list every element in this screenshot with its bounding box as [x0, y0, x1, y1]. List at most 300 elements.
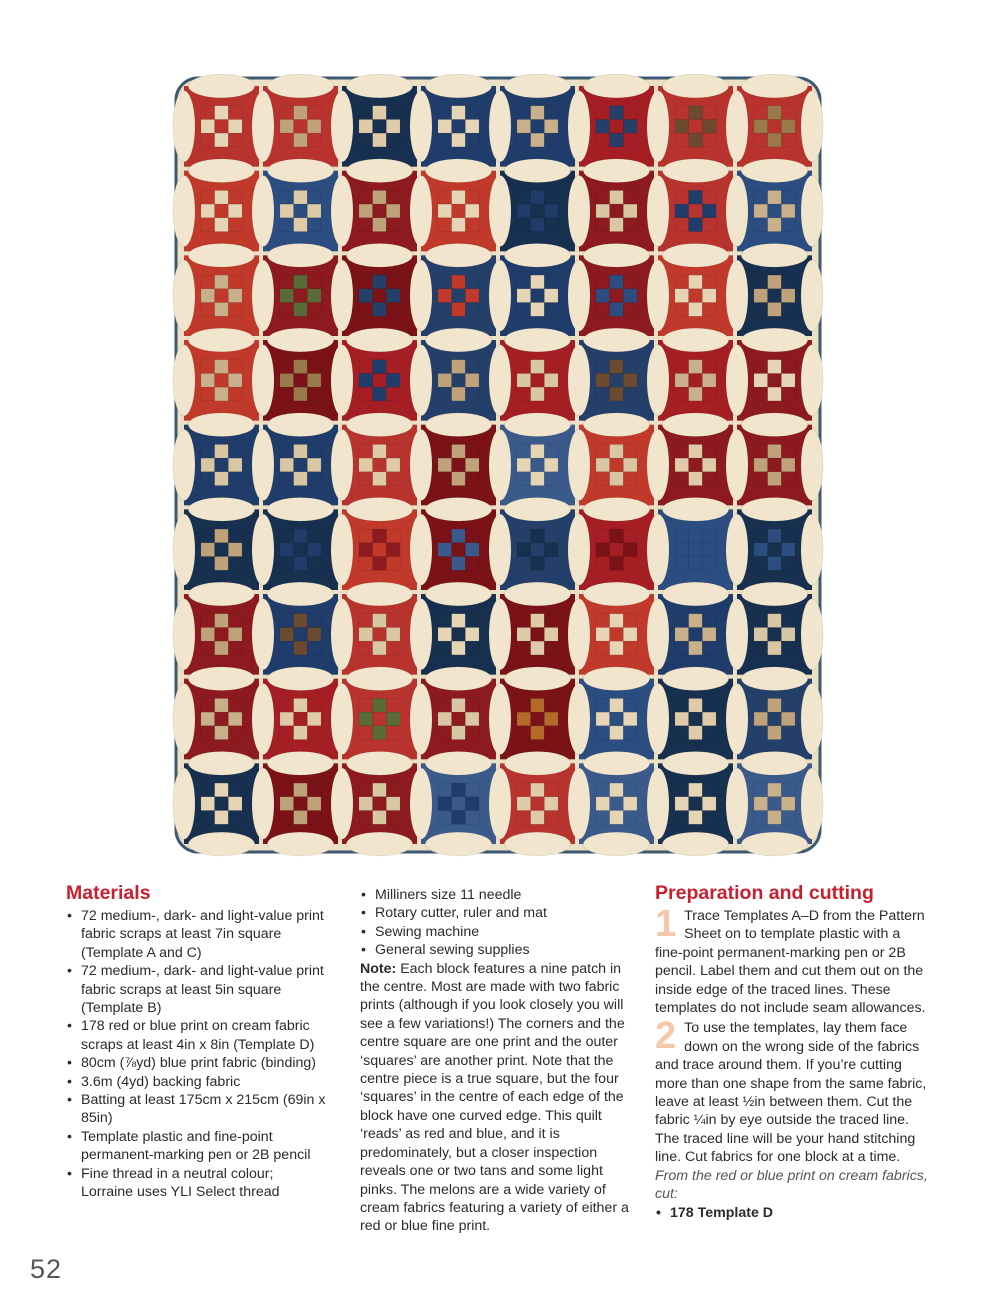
- melon-arc: [504, 751, 570, 775]
- nine-patch-square: [544, 373, 558, 387]
- melon-arc: [425, 497, 491, 521]
- melon-arc: [504, 497, 570, 521]
- nine-patch-square: [307, 811, 321, 825]
- nine-patch-square: [623, 106, 637, 120]
- melon-arc: [346, 243, 412, 267]
- materials-item: • 178 red or blue print on cream fabric scraps at least 4in x 8in (Template D): [66, 1017, 328, 1054]
- melon-arc: [741, 159, 807, 183]
- nine-patch-square: [610, 627, 624, 641]
- melon-arc: [410, 429, 432, 500]
- nine-patch-square: [610, 444, 624, 458]
- nine-patch-square: [781, 797, 795, 811]
- nine-patch-square: [452, 557, 466, 571]
- melon-arc: [410, 599, 432, 670]
- nine-patch-square: [675, 472, 689, 486]
- melon-arc: [410, 345, 432, 416]
- nine-patch-square: [517, 373, 531, 387]
- melon-arc: [583, 667, 649, 691]
- nine-patch-square: [610, 797, 624, 811]
- nine-patch-square: [596, 444, 610, 458]
- nine-patch-square: [294, 119, 308, 133]
- nine-patch-square: [768, 698, 782, 712]
- nine-patch-square: [768, 458, 782, 472]
- melon-arc: [331, 260, 353, 331]
- nine-patch-square: [544, 360, 558, 374]
- nine-patch-square: [452, 133, 466, 147]
- melon-arc: [331, 599, 353, 670]
- nine-patch-square: [294, 783, 308, 797]
- nine-patch-square: [373, 627, 387, 641]
- nine-patch-square: [359, 698, 373, 712]
- nine-patch-square: [610, 360, 624, 374]
- nine-patch-square: [228, 458, 242, 472]
- nine-patch-square: [610, 119, 624, 133]
- nine-patch-square: [201, 698, 215, 712]
- nine-patch-square: [689, 303, 703, 317]
- nine-patch-square: [373, 218, 387, 232]
- nine-patch-square: [531, 387, 545, 401]
- nine-patch-square: [675, 444, 689, 458]
- nine-patch-square: [438, 726, 452, 740]
- nine-patch-square: [596, 472, 610, 486]
- nine-patch-square: [754, 543, 768, 557]
- melon-arc: [489, 91, 511, 162]
- nine-patch-square: [307, 472, 321, 486]
- nine-patch-square: [623, 698, 637, 712]
- nine-patch-square: [702, 289, 716, 303]
- nine-patch-square: [754, 204, 768, 218]
- nine-patch-square: [531, 529, 545, 543]
- nine-patch-square: [201, 627, 215, 641]
- nine-patch-square: [623, 783, 637, 797]
- melon-arc: [726, 514, 748, 585]
- nine-patch-square: [373, 614, 387, 628]
- melon-arc: [647, 514, 669, 585]
- nine-patch-square: [531, 797, 545, 811]
- nine-patch-square: [689, 360, 703, 374]
- melon-arc: [504, 243, 570, 267]
- nine-patch-square: [517, 557, 531, 571]
- nine-patch-square: [465, 275, 479, 289]
- nine-patch-square: [465, 360, 479, 374]
- nine-patch-square: [781, 387, 795, 401]
- nine-patch-square: [754, 712, 768, 726]
- melon-arc: [583, 497, 649, 521]
- nine-patch-square: [307, 797, 321, 811]
- nine-patch-square: [781, 360, 795, 374]
- nine-patch-square: [386, 360, 400, 374]
- melon-arc: [267, 328, 333, 352]
- nine-patch-square: [596, 627, 610, 641]
- materials-item: • 3.6m (4yd) backing fabric: [66, 1073, 328, 1091]
- nine-patch-square: [386, 387, 400, 401]
- nine-patch-square: [465, 698, 479, 712]
- nine-patch-square: [531, 783, 545, 797]
- nine-patch-square: [359, 641, 373, 655]
- nine-patch-square: [228, 133, 242, 147]
- nine-patch-square: [280, 133, 294, 147]
- nine-patch-square: [596, 811, 610, 825]
- nine-patch-square: [438, 543, 452, 557]
- nine-patch-square: [201, 797, 215, 811]
- nine-patch-square: [768, 627, 782, 641]
- nine-patch-square: [675, 712, 689, 726]
- nine-patch-square: [452, 444, 466, 458]
- nine-patch-square: [386, 557, 400, 571]
- nine-patch-square: [438, 458, 452, 472]
- nine-patch-square: [307, 627, 321, 641]
- nine-patch-square: [294, 106, 308, 120]
- nine-patch-square: [610, 303, 624, 317]
- nine-patch-square: [768, 289, 782, 303]
- nine-patch-square: [689, 119, 703, 133]
- nine-patch-square: [517, 472, 531, 486]
- nine-patch-square: [438, 811, 452, 825]
- melon-arc: [726, 175, 748, 246]
- nine-patch-square: [544, 543, 558, 557]
- nine-patch-square: [228, 614, 242, 628]
- nine-patch-square: [531, 133, 545, 147]
- nine-patch-square: [373, 698, 387, 712]
- nine-patch-square: [754, 106, 768, 120]
- nine-patch-square: [544, 557, 558, 571]
- nine-patch-square: [215, 204, 229, 218]
- nine-patch-square: [438, 275, 452, 289]
- nine-patch-square: [689, 783, 703, 797]
- nine-patch-square: [452, 712, 466, 726]
- nine-patch-square: [373, 472, 387, 486]
- nine-patch-square: [228, 373, 242, 387]
- melon-arc: [331, 345, 353, 416]
- nine-patch-square: [610, 373, 624, 387]
- nine-patch-square: [201, 190, 215, 204]
- nine-patch-square: [689, 190, 703, 204]
- nine-patch-square: [228, 387, 242, 401]
- nine-patch-square: [517, 289, 531, 303]
- melon-arc: [346, 582, 412, 606]
- nine-patch-square: [754, 303, 768, 317]
- melon-arc: [647, 768, 669, 839]
- nine-patch-square: [438, 133, 452, 147]
- nine-patch-square: [623, 811, 637, 825]
- nine-patch-square: [307, 726, 321, 740]
- nine-patch-square: [702, 106, 716, 120]
- nine-patch-square: [544, 387, 558, 401]
- nine-patch-square: [452, 218, 466, 232]
- nine-patch-square: [544, 275, 558, 289]
- melon-arc: [568, 345, 590, 416]
- nine-patch-square: [675, 529, 689, 543]
- nine-patch-square: [307, 557, 321, 571]
- nine-patch-square: [754, 218, 768, 232]
- nine-patch-square: [702, 726, 716, 740]
- nine-patch-square: [228, 783, 242, 797]
- nine-patch-square: [531, 614, 545, 628]
- nine-patch-square: [228, 557, 242, 571]
- nine-patch-square: [610, 557, 624, 571]
- nine-patch-square: [754, 190, 768, 204]
- nine-patch-square: [280, 641, 294, 655]
- nine-patch-square: [675, 543, 689, 557]
- nine-patch-square: [531, 726, 545, 740]
- nine-patch-square: [517, 458, 531, 472]
- nine-patch-square: [294, 797, 308, 811]
- nine-patch-square: [531, 218, 545, 232]
- nine-patch-square: [307, 275, 321, 289]
- nine-patch-square: [294, 557, 308, 571]
- nine-patch-square: [517, 627, 531, 641]
- melon-arc: [346, 751, 412, 775]
- nine-patch-square: [307, 303, 321, 317]
- nine-patch-square: [228, 698, 242, 712]
- nine-patch-square: [228, 303, 242, 317]
- supplies-item: • Sewing machine: [360, 923, 632, 941]
- melon-arc: [267, 74, 333, 98]
- nine-patch-square: [623, 275, 637, 289]
- nine-patch-square: [307, 529, 321, 543]
- melon-arc: [662, 497, 728, 521]
- melon-arc: [583, 328, 649, 352]
- nine-patch-square: [215, 557, 229, 571]
- melon-arc: [662, 832, 728, 856]
- nine-patch-square: [386, 275, 400, 289]
- nine-patch-square: [517, 698, 531, 712]
- note-paragraph: [360, 960, 632, 1236]
- melon-arc: [410, 260, 432, 331]
- nine-patch-square: [228, 275, 242, 289]
- nine-patch-square: [359, 204, 373, 218]
- nine-patch-square: [531, 641, 545, 655]
- nine-patch-square: [465, 726, 479, 740]
- nine-patch-square: [596, 712, 610, 726]
- nine-patch-square: [623, 614, 637, 628]
- nine-patch-square: [386, 783, 400, 797]
- melon-arc: [252, 91, 274, 162]
- nine-patch-square: [781, 444, 795, 458]
- nine-patch-square: [517, 641, 531, 655]
- nine-patch-square: [702, 133, 716, 147]
- melon-arc: [252, 260, 274, 331]
- melon-arc: [188, 667, 254, 691]
- nine-patch-square: [675, 458, 689, 472]
- nine-patch-square: [517, 726, 531, 740]
- melon-arc: [425, 667, 491, 691]
- melon-arc: [346, 328, 412, 352]
- nine-patch-square: [768, 557, 782, 571]
- nine-patch-square: [781, 458, 795, 472]
- nine-patch-square: [280, 797, 294, 811]
- step-1: [655, 903, 930, 1017]
- nine-patch-square: [215, 275, 229, 289]
- preparation-heading: Preparation and cutting: [655, 882, 874, 904]
- nine-patch-square: [531, 811, 545, 825]
- nine-patch-square: [438, 218, 452, 232]
- nine-patch-square: [781, 627, 795, 641]
- melon-arc: [173, 345, 195, 416]
- nine-patch-square: [465, 641, 479, 655]
- nine-patch-square: [517, 133, 531, 147]
- nine-patch-square: [610, 275, 624, 289]
- nine-patch-square: [544, 627, 558, 641]
- melon-arc: [267, 413, 333, 437]
- nine-patch-square: [215, 458, 229, 472]
- nine-patch-square: [280, 360, 294, 374]
- nine-patch-square: [307, 614, 321, 628]
- melon-arc: [173, 429, 195, 500]
- melon-arc: [583, 243, 649, 267]
- nine-patch-square: [280, 204, 294, 218]
- nine-patch-square: [544, 458, 558, 472]
- nine-patch-square: [201, 712, 215, 726]
- nine-patch-square: [781, 119, 795, 133]
- melon-arc: [801, 514, 823, 585]
- nine-patch-square: [781, 106, 795, 120]
- nine-patch-square: [201, 444, 215, 458]
- nine-patch-square: [517, 303, 531, 317]
- nine-patch-square: [359, 458, 373, 472]
- nine-patch-square: [359, 543, 373, 557]
- nine-patch-square: [623, 529, 637, 543]
- nine-patch-square: [768, 119, 782, 133]
- melon-arc: [489, 260, 511, 331]
- melon-arc: [726, 260, 748, 331]
- nine-patch-square: [610, 472, 624, 486]
- nine-patch-square: [754, 289, 768, 303]
- nine-patch-square: [438, 303, 452, 317]
- nine-patch-square: [675, 641, 689, 655]
- nine-patch-square: [623, 204, 637, 218]
- nine-patch-square: [531, 712, 545, 726]
- materials-list: [66, 907, 328, 1202]
- melon-arc: [331, 514, 353, 585]
- nine-patch-square: [596, 289, 610, 303]
- nine-patch-square: [465, 543, 479, 557]
- nine-patch-square: [307, 106, 321, 120]
- nine-patch-square: [386, 797, 400, 811]
- materials-item: • Fine thread in a neutral colour; Lorraine uses YLI Select thread: [66, 1165, 328, 1202]
- nine-patch-square: [768, 641, 782, 655]
- nine-patch-square: [386, 641, 400, 655]
- melon-arc: [489, 175, 511, 246]
- nine-patch-square: [294, 190, 308, 204]
- nine-patch-square: [215, 444, 229, 458]
- nine-patch-square: [768, 133, 782, 147]
- nine-patch-square: [596, 204, 610, 218]
- nine-patch-square: [386, 218, 400, 232]
- nine-patch-square: [754, 726, 768, 740]
- melon-arc: [726, 345, 748, 416]
- melon-arc: [647, 429, 669, 500]
- nine-patch-square: [373, 275, 387, 289]
- supplies-item: • Rotary cutter, ruler and mat: [360, 904, 632, 922]
- nine-patch-square: [465, 106, 479, 120]
- nine-patch-square: [702, 373, 716, 387]
- nine-patch-square: [610, 218, 624, 232]
- nine-patch-square: [386, 811, 400, 825]
- nine-patch-square: [623, 218, 637, 232]
- nine-patch-square: [675, 360, 689, 374]
- nine-patch-square: [465, 218, 479, 232]
- nine-patch-square: [781, 641, 795, 655]
- nine-patch-square: [531, 190, 545, 204]
- melon-arc: [252, 514, 274, 585]
- nine-patch-square: [452, 373, 466, 387]
- nine-patch-square: [307, 119, 321, 133]
- nine-patch-square: [675, 373, 689, 387]
- nine-patch-square: [215, 797, 229, 811]
- nine-patch-square: [201, 641, 215, 655]
- nine-patch-square: [531, 627, 545, 641]
- melon-arc: [504, 667, 570, 691]
- nine-patch-square: [373, 811, 387, 825]
- nine-patch-square: [610, 458, 624, 472]
- melon-arc: [188, 328, 254, 352]
- nine-patch-square: [465, 133, 479, 147]
- nine-patch-square: [702, 557, 716, 571]
- melon-arc: [504, 328, 570, 352]
- nine-patch-square: [307, 444, 321, 458]
- nine-patch-square: [702, 275, 716, 289]
- nine-patch-square: [373, 360, 387, 374]
- nine-patch-square: [675, 698, 689, 712]
- melon-arc: [188, 497, 254, 521]
- nine-patch-square: [596, 726, 610, 740]
- nine-patch-square: [531, 698, 545, 712]
- nine-patch-square: [610, 133, 624, 147]
- nine-patch-square: [781, 472, 795, 486]
- nine-patch-square: [702, 543, 716, 557]
- melon-arc: [331, 768, 353, 839]
- nine-patch-square: [201, 811, 215, 825]
- nine-patch-square: [373, 444, 387, 458]
- nine-patch-square: [610, 783, 624, 797]
- nine-patch-square: [452, 119, 466, 133]
- nine-patch-square: [623, 190, 637, 204]
- nine-patch-square: [517, 529, 531, 543]
- nine-patch-square: [675, 275, 689, 289]
- melon-arc: [801, 599, 823, 670]
- nine-patch-square: [359, 726, 373, 740]
- melon-arc: [489, 599, 511, 670]
- nine-patch-square: [228, 641, 242, 655]
- nine-patch-square: [675, 783, 689, 797]
- nine-patch-square: [201, 458, 215, 472]
- nine-patch-square: [294, 529, 308, 543]
- nine-patch-square: [544, 698, 558, 712]
- melon-arc: [188, 74, 254, 98]
- melon-arc: [331, 429, 353, 500]
- nine-patch-square: [702, 712, 716, 726]
- nine-patch-square: [623, 627, 637, 641]
- melon-arc: [647, 175, 669, 246]
- nine-patch-square: [702, 204, 716, 218]
- nine-patch-square: [215, 119, 229, 133]
- nine-patch-square: [201, 133, 215, 147]
- melon-arc: [647, 345, 669, 416]
- nine-patch-square: [215, 133, 229, 147]
- nine-patch-square: [610, 190, 624, 204]
- melon-arc: [267, 667, 333, 691]
- nine-patch-square: [280, 811, 294, 825]
- cut-intro: From the red or blue print on cream fabrics, cut:: [655, 1167, 928, 1203]
- melon-arc: [504, 159, 570, 183]
- nine-patch-square: [373, 289, 387, 303]
- nine-patch-square: [215, 303, 229, 317]
- nine-patch-square: [596, 529, 610, 543]
- nine-patch-square: [531, 458, 545, 472]
- nine-patch-square: [294, 726, 308, 740]
- nine-patch-square: [675, 289, 689, 303]
